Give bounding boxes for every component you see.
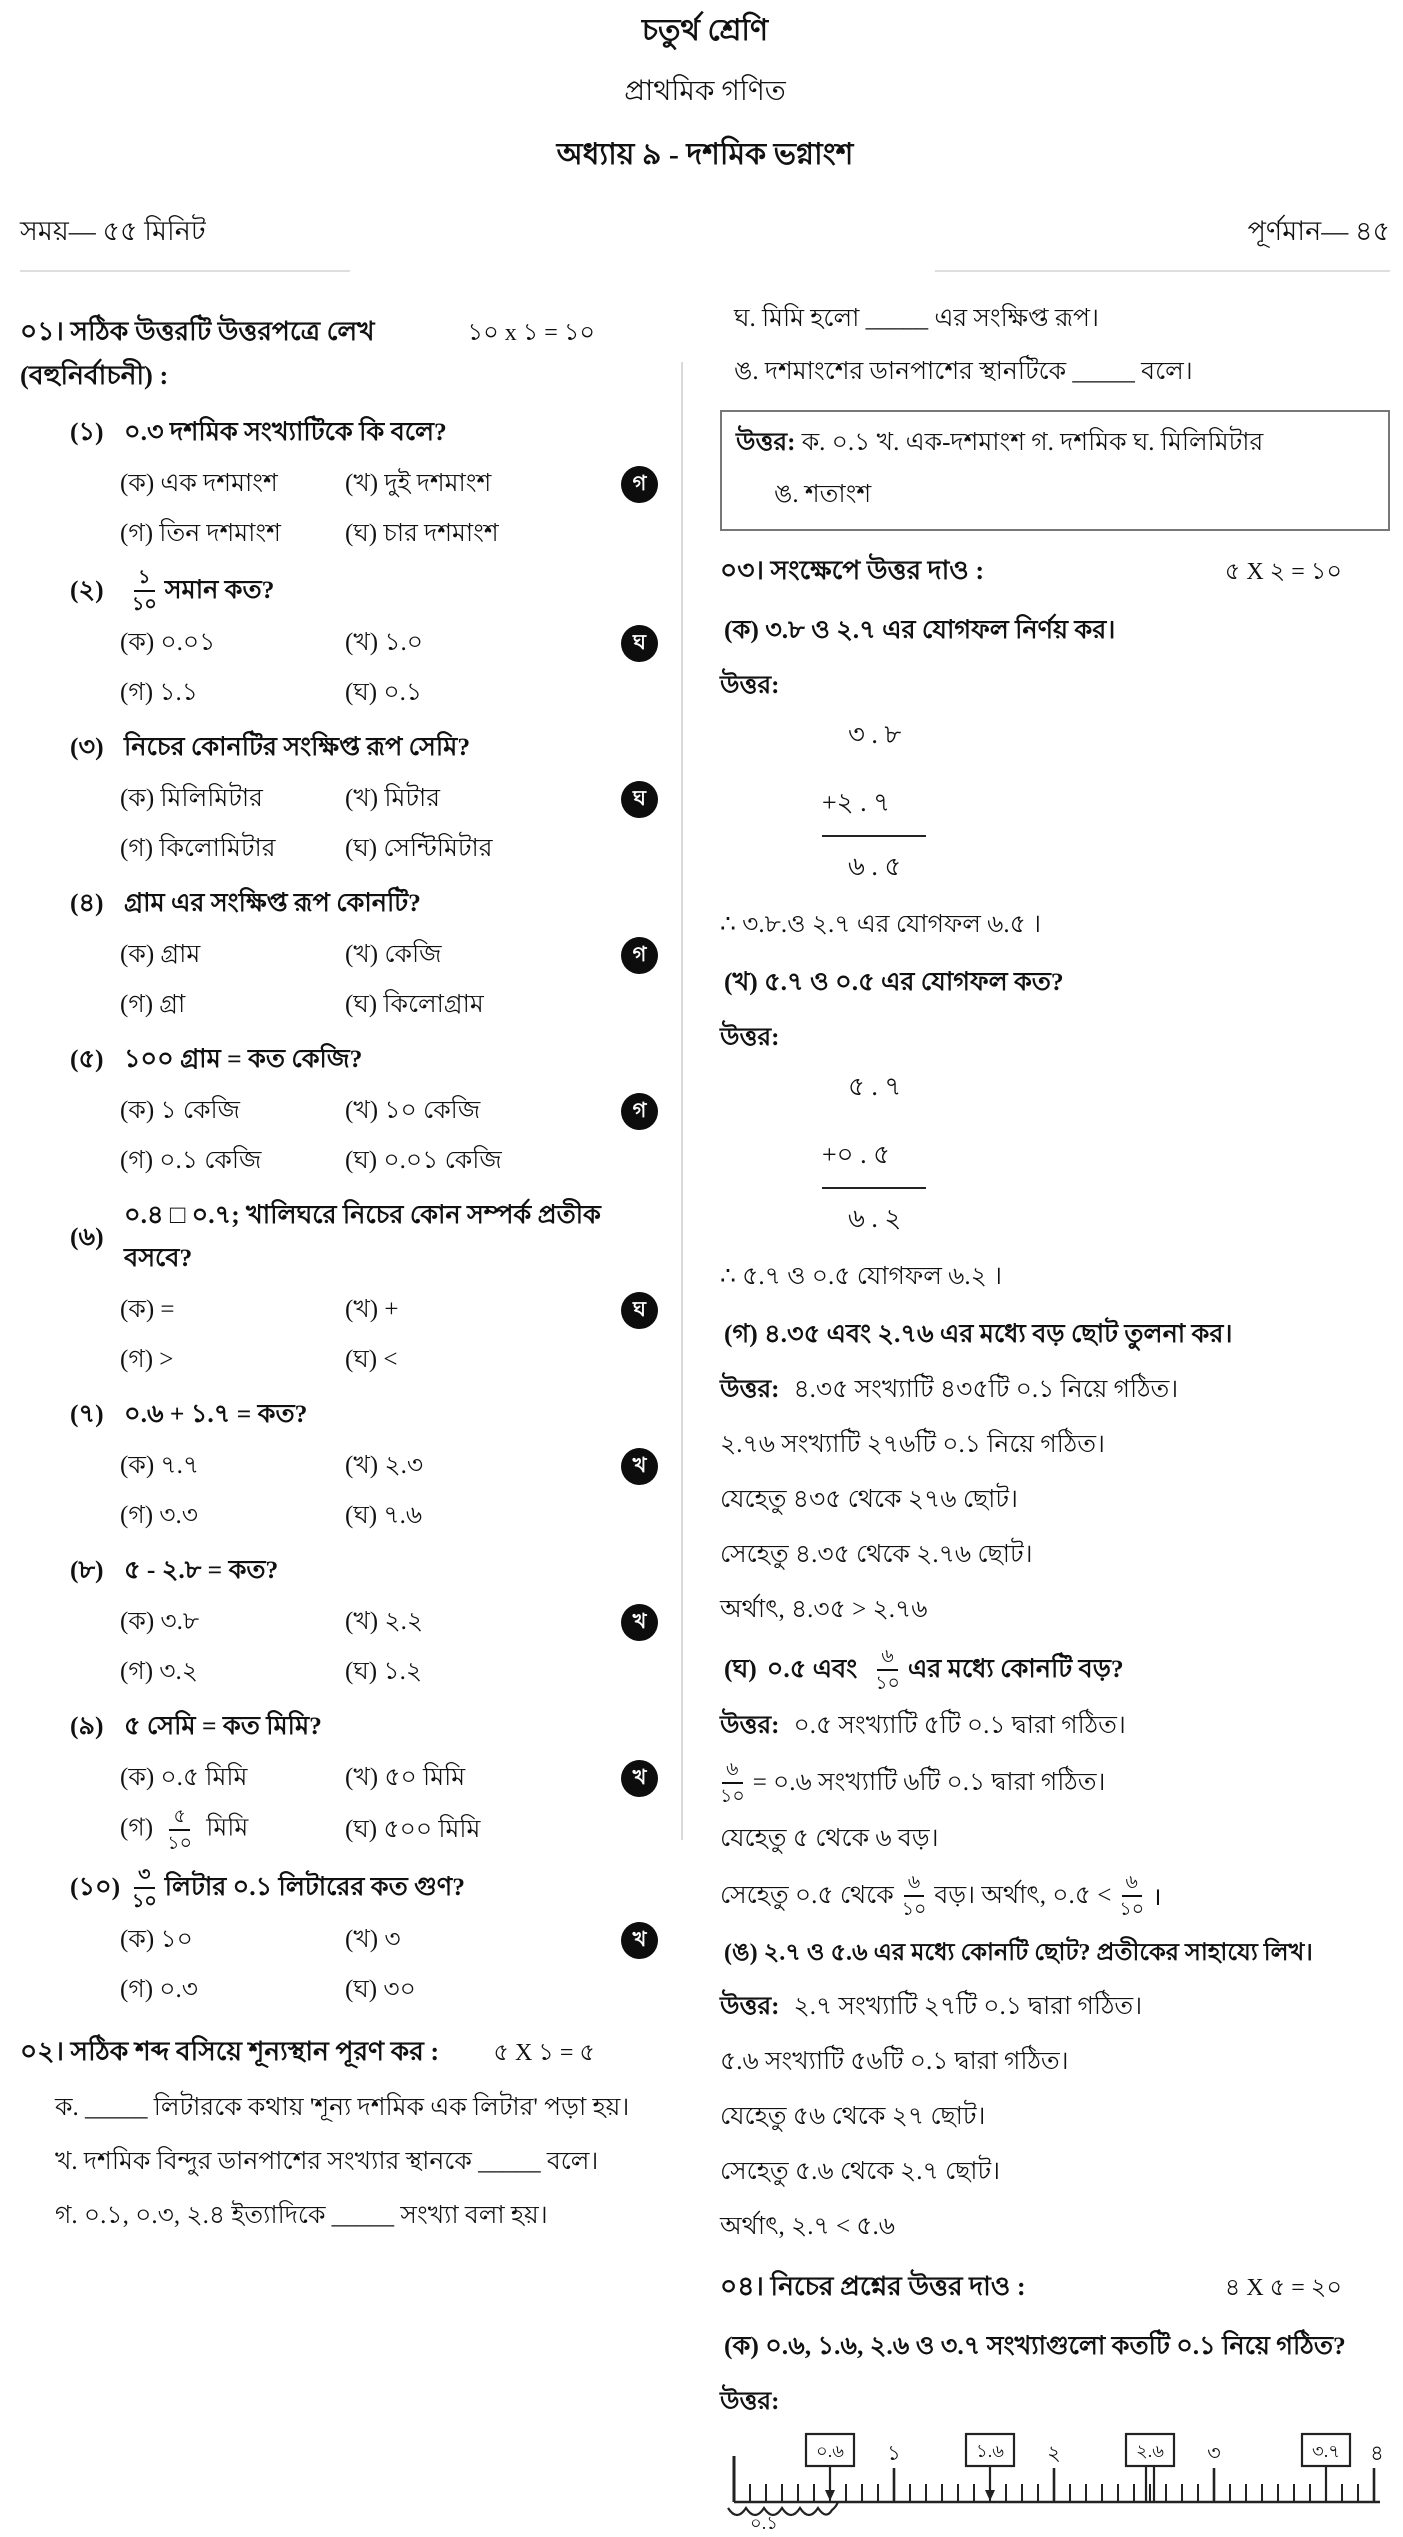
question-text: লিটার ০.১ লিটারের কত গুণ?	[164, 1871, 465, 1901]
mcq-5	[20, 1039, 660, 1183]
option-ga: (গ) ১.১	[120, 679, 198, 706]
addend-1: ৫ . ৭	[848, 1072, 902, 1101]
option-ka: (ক) ৭.৭	[120, 1452, 200, 1479]
option-ka: (ক) =	[120, 1296, 175, 1323]
blank-item-uno: ঙ. দশমাংশের ডানপাশের স্থানটিকে _____ বলে।	[734, 358, 1193, 385]
question-text: ০.৪ □ ০.৭; খালিঘরে নিচের কোন সম্পর্ক প্রতীক বসবে?	[124, 1200, 601, 1272]
options	[20, 1919, 660, 2012]
option-kha: (খ) মিটার	[345, 785, 440, 812]
fraction: $\frac{৬}{১০}$	[720, 1759, 745, 1807]
addition-work-kha	[822, 1066, 1390, 1242]
section-03-marks: ৫ X ২ = ১০	[1224, 559, 1342, 585]
option-ka: (ক) ১ কেজি	[120, 1097, 241, 1124]
time-allotted: সময়— ৫৫ মিনিট	[20, 211, 350, 272]
question-number: (১০)	[70, 1871, 121, 1901]
question-number: (৬)	[70, 1221, 104, 1251]
answer-badge: ঘ	[621, 781, 658, 818]
options	[20, 778, 660, 871]
option-ga: (গ) গ্রা	[120, 991, 186, 1018]
answer-badge: গ	[621, 1093, 658, 1130]
mcq-8	[20, 1550, 660, 1694]
blank-item-ga: গ. ০.১, ০.৩, ২.৪ ইত্যাদিকে _____ সংখ্যা বলা হয়।	[55, 2202, 548, 2229]
option-kha: (খ) ৩	[345, 1926, 401, 1953]
class-title: চতুর্থ শ্রেণি	[641, 14, 769, 47]
options	[20, 1757, 660, 1853]
question-line	[20, 1865, 660, 1911]
option-kha: (খ) ১০ কেজি	[345, 1097, 481, 1124]
svg-text:০.৬: ০.৬	[816, 2441, 844, 2461]
q3-ka-conclusion: ∴ ৩.৮.ও ২.৭ এর যোগফল ৬.৫ ।	[720, 911, 1042, 938]
int-label-3: ৩	[1207, 2441, 1221, 2465]
fraction: $\frac{৫}{১০}$	[167, 1806, 192, 1854]
section-04-marks: ৪ X ৫ = ২০	[1224, 2275, 1342, 2301]
question-text: ০.৬ + ১.৭ = কত?	[124, 1399, 308, 1428]
option-ga: (গ) ০.১ কেজি	[120, 1147, 262, 1174]
option-ka: (ক) ১০	[120, 1926, 193, 1953]
q3-kha-question: (খ) ৫.৭ ও ০.৫ এর যোগফল কত?	[724, 967, 1064, 996]
mcq-7	[20, 1394, 660, 1538]
question-text: ৫ সেমি = কত মিমি?	[124, 1711, 322, 1740]
fraction: $\frac{৬}{১০}$	[875, 1646, 900, 1694]
mcq-1	[20, 412, 660, 556]
options	[20, 934, 660, 1027]
question-line	[20, 727, 660, 770]
answer-badge: ঘ	[621, 625, 658, 662]
option-ka: (ক) এক দশমাংশ	[120, 470, 278, 497]
answer-label: উত্তর:	[720, 672, 780, 699]
total-marks: পূর্ণমান— ৪৫	[935, 211, 1390, 272]
svg-text:২.৬: ২.৬	[1136, 2441, 1164, 2461]
option-gha: (ঘ) ১.২	[345, 1658, 423, 1685]
int-label-4: ৪	[1370, 2441, 1384, 2465]
fraction: $\frac{৬}{১০}$	[901, 1872, 927, 1920]
question-number: (১)	[70, 417, 104, 446]
fraction: $\frac{৩}{১০}$	[132, 1864, 157, 1912]
options	[20, 1289, 660, 1382]
question-line	[20, 883, 660, 926]
q3-kha-conclusion: ∴ ৫.৭ ও ০.৫ যোগফল ৬.২ ।	[720, 1263, 1003, 1290]
question-text: ০.৩ দশমিক সংখ্যাটিকে কি বলে?	[124, 417, 447, 446]
mcq-3	[20, 727, 660, 871]
answer-line-1: ক. ০.১ খ. এক-দশমাংশ গ. দশমিক ঘ. মিলিমিটার	[801, 429, 1264, 456]
option-kha: (খ) +	[345, 1296, 399, 1323]
column-divider	[681, 362, 683, 1840]
subject-title: প্রাথমিক গণিত	[624, 76, 786, 107]
section-04-title: ০৪। নিচের প্রশ্নের উত্তর দাও :	[720, 2271, 1026, 2301]
option-ga: (গ) কিলোমিটার	[120, 835, 276, 862]
options	[20, 1601, 660, 1694]
section-02-answer-box	[720, 410, 1390, 531]
wavy-count-marks	[728, 2502, 838, 2515]
option-gha: (ঘ) কিলোগ্রাম	[345, 991, 484, 1018]
mcq-6	[20, 1195, 660, 1382]
option-ga: (গ) >	[120, 1346, 174, 1373]
option-gha: (ঘ) <	[345, 1346, 398, 1373]
answer-label: উত্তর:	[720, 1712, 780, 1739]
question-number: (৭)	[70, 1399, 104, 1428]
question-number: (৪)	[70, 888, 104, 917]
option-gha: (ঘ) ৭.৬	[345, 1502, 423, 1529]
option-ga: (গ) ৩.২	[120, 1658, 199, 1685]
option-gha: (ঘ) চার দশমাংশ	[345, 520, 499, 547]
option-kha: (খ) ১.০	[345, 629, 424, 656]
chapter-title: অধ্যায় ৯ - দশমিক ভগ্নাংশ	[556, 138, 854, 171]
blank-item-gha: ঘ. মিমি হলো _____ এর সংক্ষিপ্ত রূপ।	[734, 305, 1099, 332]
answer-line-2: ঙ. শতাংশ	[774, 481, 872, 508]
section-03-heading	[720, 551, 1390, 595]
answer-badge: গ	[621, 937, 658, 974]
fraction: $\frac{৬}{১০}$	[1119, 1872, 1145, 1920]
question-text: ১০০ গ্রাম = কত কেজি?	[124, 1044, 363, 1073]
question-line	[20, 1550, 660, 1593]
section-01-title: ০১। সঠিক উত্তরটি উত্তরপত্রে লেখ (বহুনির্বাচনী) :	[20, 316, 375, 390]
answer-badge: খ	[621, 1922, 658, 1959]
question-number: (৯)	[70, 1711, 104, 1740]
q4-ka-question: (ক) ০.৬, ১.৬, ২.৬ ও ৩.৭ সংখ্যাগুলো কতটি ০.১ নিয়ে গঠিত?	[724, 2331, 1346, 2360]
question-number: (৫)	[70, 1044, 104, 1073]
option-ka: (ক) ০.৫ মিমি	[120, 1764, 248, 1791]
section-02-heading	[20, 2032, 660, 2076]
option-ka: (ক) ০.০১	[120, 629, 216, 656]
answer-label: উত্তর:	[720, 1376, 780, 1403]
option-ka: (ক) গ্রাম	[120, 941, 201, 968]
sum: ৬ . ২	[848, 1204, 902, 1233]
options	[20, 1090, 660, 1183]
option-ga: (গ) $\frac{৫}{১০}$ মিমি	[120, 1806, 249, 1854]
question-line	[20, 1039, 660, 1082]
question-line	[20, 568, 660, 614]
section-02-marks: ৫ X ১ = ৫	[493, 2040, 595, 2066]
answer-badge: গ	[621, 466, 658, 503]
sum: ৬ . ৫	[848, 852, 902, 881]
option-gha: (ঘ) সেন্টিমিটার	[345, 835, 493, 862]
addend-1: ৩ . ৮	[848, 720, 902, 749]
question-text: সমান কত?	[164, 574, 275, 604]
q3-uno-question: (ঙ) ২.৭ ও ৫.৬ এর মধ্যে কোনটি ছোট? প্রতীকের সাহায্যে লিখ।	[724, 1940, 1313, 1966]
options	[20, 463, 660, 556]
mcq-9	[20, 1706, 660, 1853]
blank-item-kha: খ. দশমিক বিন্দুর ডানপাশের সংখ্যার স্থানকে _____ বলে।	[55, 2148, 599, 2175]
question-line	[20, 412, 660, 455]
mcq-4	[20, 883, 660, 1027]
question-text: ৫ - ২.৮ = কত?	[124, 1555, 279, 1584]
answer-label: উত্তর:	[720, 2388, 780, 2415]
meta-row	[20, 211, 1390, 272]
options	[20, 622, 660, 715]
fraction: $\frac{১}{১০}$	[132, 567, 157, 615]
q3-ka-question: (ক) ৩.৮ ও ২.৭ এর যোগফল নির্ণয় কর।	[724, 615, 1116, 644]
option-kha: (খ) ২.২	[345, 1608, 424, 1635]
option-kha: (খ) ২.৩	[345, 1452, 424, 1479]
question-line	[20, 1195, 660, 1281]
question-text: গ্রাম এর সংক্ষিপ্ত রূপ কোনটি?	[124, 888, 421, 917]
blank-item-ka: ক. _____ লিটারকে কথায় 'শূন্য দশমিক এক লিটার' পড়া হয়।	[55, 2094, 630, 2121]
number-line-figure	[720, 2428, 1403, 2532]
q3-gha-question: (ঘ) ০.৫ এবং $\frac{৬}{১০}$ এর মধ্যে কোনটি বড়?	[724, 1646, 1124, 1694]
option-ga: (গ) তিন দশমাংশ	[120, 520, 281, 547]
mcq-2	[20, 568, 660, 715]
svg-text:১.৬: ১.৬	[976, 2441, 1004, 2461]
question-line	[20, 1394, 660, 1437]
answer-badge: খ	[621, 1448, 658, 1485]
option-ga: (গ) ৩.৩	[120, 1502, 199, 1529]
option-ga: (গ) ০.৩	[120, 1976, 199, 2003]
answer-label: উত্তর:	[720, 1024, 780, 1051]
option-kha: (খ) ৫০ মিমি	[345, 1764, 466, 1791]
section-02-title: ০২। সঠিক শব্দ বসিয়ে শূন্যস্থান পূরণ কর :	[20, 2036, 440, 2066]
option-gha: (ঘ) ০.১	[345, 679, 423, 706]
addend-2: +০ . ৫	[822, 1134, 926, 1189]
option-gha: (ঘ) ৩০	[345, 1976, 416, 2003]
two-column-body	[20, 298, 1390, 2537]
answer-badge: খ	[621, 1760, 658, 1797]
int-label-2: ২	[1047, 2441, 1061, 2465]
option-gha: (ঘ) ০.০১ কেজি	[345, 1147, 502, 1174]
answer-badge: ঘ	[621, 1292, 658, 1329]
section-04-heading	[720, 2267, 1390, 2311]
answer-label: উত্তর:	[720, 1993, 780, 2020]
section-03-title: ০৩। সংক্ষেপে উত্তর দাও :	[720, 555, 985, 585]
page-header	[20, 0, 1390, 181]
section-01-marks: ১০ x ১ = ১০	[467, 320, 595, 346]
option-gha: (ঘ) ৫০০ মিমি	[345, 1815, 481, 1843]
question-number: (৮)	[70, 1555, 104, 1584]
option-ka: (ক) ৩.৮	[120, 1608, 200, 1635]
question-line	[20, 1706, 660, 1749]
mcq-10	[20, 1865, 660, 2012]
svg-text:৩.৭: ৩.৭	[1312, 2441, 1340, 2461]
right-column: ঘ. মিমি হলো _____ এর সংক্ষিপ্ত রূপ। ঙ. দশমাংশের ডানপাশের স্থানটিকে _____ বলে। উত্তর: ক. ০.১ খ. এক-দশমাংশ গ. দশমিক ঘ. মিলিমিটার ঙ. শতাংশ ০৩। সংক্ষেপে উত্তর দাও : ৫ X ২ = ১০ (ক) ৩.৮ ও ২.৭ এর যোগফল নির্ণয় কর। উত্তর: ৩ . ৮ +২ . ৭ ৬ . ৫ ∴ ৩.৮.ও ২.৭ এর যোগফল ৬.৫ । (খ) ৫.৭ ও ০.৫ এর যোগফল কত? উত্তর: ৫ . ৭ +০ . ৫ ৬ . ২ ∴ ৫.৭ ও ০.৫ যোগফল ৬.২ । (গ) ৪.৩৫ এবং ২.৭৬ এর মধ্যে বড় ছোট তুলনা কর। উত্তর: ৪.৩৫ সংখ্যাটি ৪৩৫টি ০.১ নিয়ে গঠিত। ২.৭৬ সংখ্যাটি ২৭৬টি ০.১ নিয়ে গঠিত। যেহেতু ৪৩৫ থেকে ২৭৬ ছোট। সেহেতু ৪.৩৫ থেকে ২.৭৬ ছোট। অর্থাৎ, ৪.৩৫ > ২.৭৬ (ঘ) ০.৫ এবং $\frac{৬}{১০}$ এর মধ্যে কোনটি বড়? উত্তর: ০.৫ সংখ্যাটি ৫টি ০.১ দ্বারা গঠিত। $\frac{৬}{১০}$ = ০.৬ সংখ্যাটি ৬টি ০.১ দ্বারা গঠিত। যেহেতু ৫ থেকে ৬ বড়। সেহেতু ০.৫ থেকে $\frac{৬}{১০}$ বড়। অর্থাৎ, ০.৫ < $\frac{৬}{১০}$ । (ঙ) ২.৭ ও ৫.৬ এর মধ্যে কোনটি ছোট? প্রতীকের সাহায্যে লিখ। উত্তর: ২.৭ সংখ্যাটি ২৭টি ০.১ দ্বারা গঠিত। ৫.৬ সংখ্যাটি ৫৬টি ০.১ দ্বারা গঠিত। যেহেতু ৫৬ থেকে ২৭ ছোট। সেহেতু ৫.৬ থেকে ২.৭ ছোট। অর্থাৎ, ২.৭ < ৫.৬ ০৪। নিচের প্রশ্নের উত্তর দাও : ৪ X ৫ = ২০ (ক) ০.৬, ১.৬, ২.৬ ও ৩.৭ সংখ্যাগুলো কতটি ০.১ নিয়ে গঠিত? উত্তর: ০.৬ ১.৬ ২.৬ ৩.৭ ১ ২ ৩ ৪ ০.১	[720, 298, 1390, 2537]
question-number: (২)	[70, 574, 104, 604]
options	[20, 1445, 660, 1538]
int-label-1: ১	[887, 2441, 901, 2465]
option-kha: (খ) কেজি	[345, 941, 442, 968]
q3-ga-question: (গ) ৪.৩৫ এবং ২.৭৬ এর মধ্যে বড় ছোট তুলনা কর।	[724, 1319, 1233, 1348]
section-01-heading	[20, 312, 660, 400]
option-ka: (ক) মিলিমিটার	[120, 785, 263, 812]
step-label: ০.১	[750, 2513, 778, 2532]
left-column	[20, 298, 660, 2537]
question-number: (৩)	[70, 732, 104, 761]
addition-work-ka	[822, 714, 1390, 890]
answer-label: উত্তর:	[736, 429, 796, 456]
question-text: নিচের কোনটির সংক্ষিপ্ত রূপ সেমি?	[124, 732, 471, 761]
option-kha: (খ) দুই দশমাংশ	[345, 470, 492, 497]
answer-badge: খ	[621, 1604, 658, 1641]
addend-2: +২ . ৭	[822, 782, 926, 837]
